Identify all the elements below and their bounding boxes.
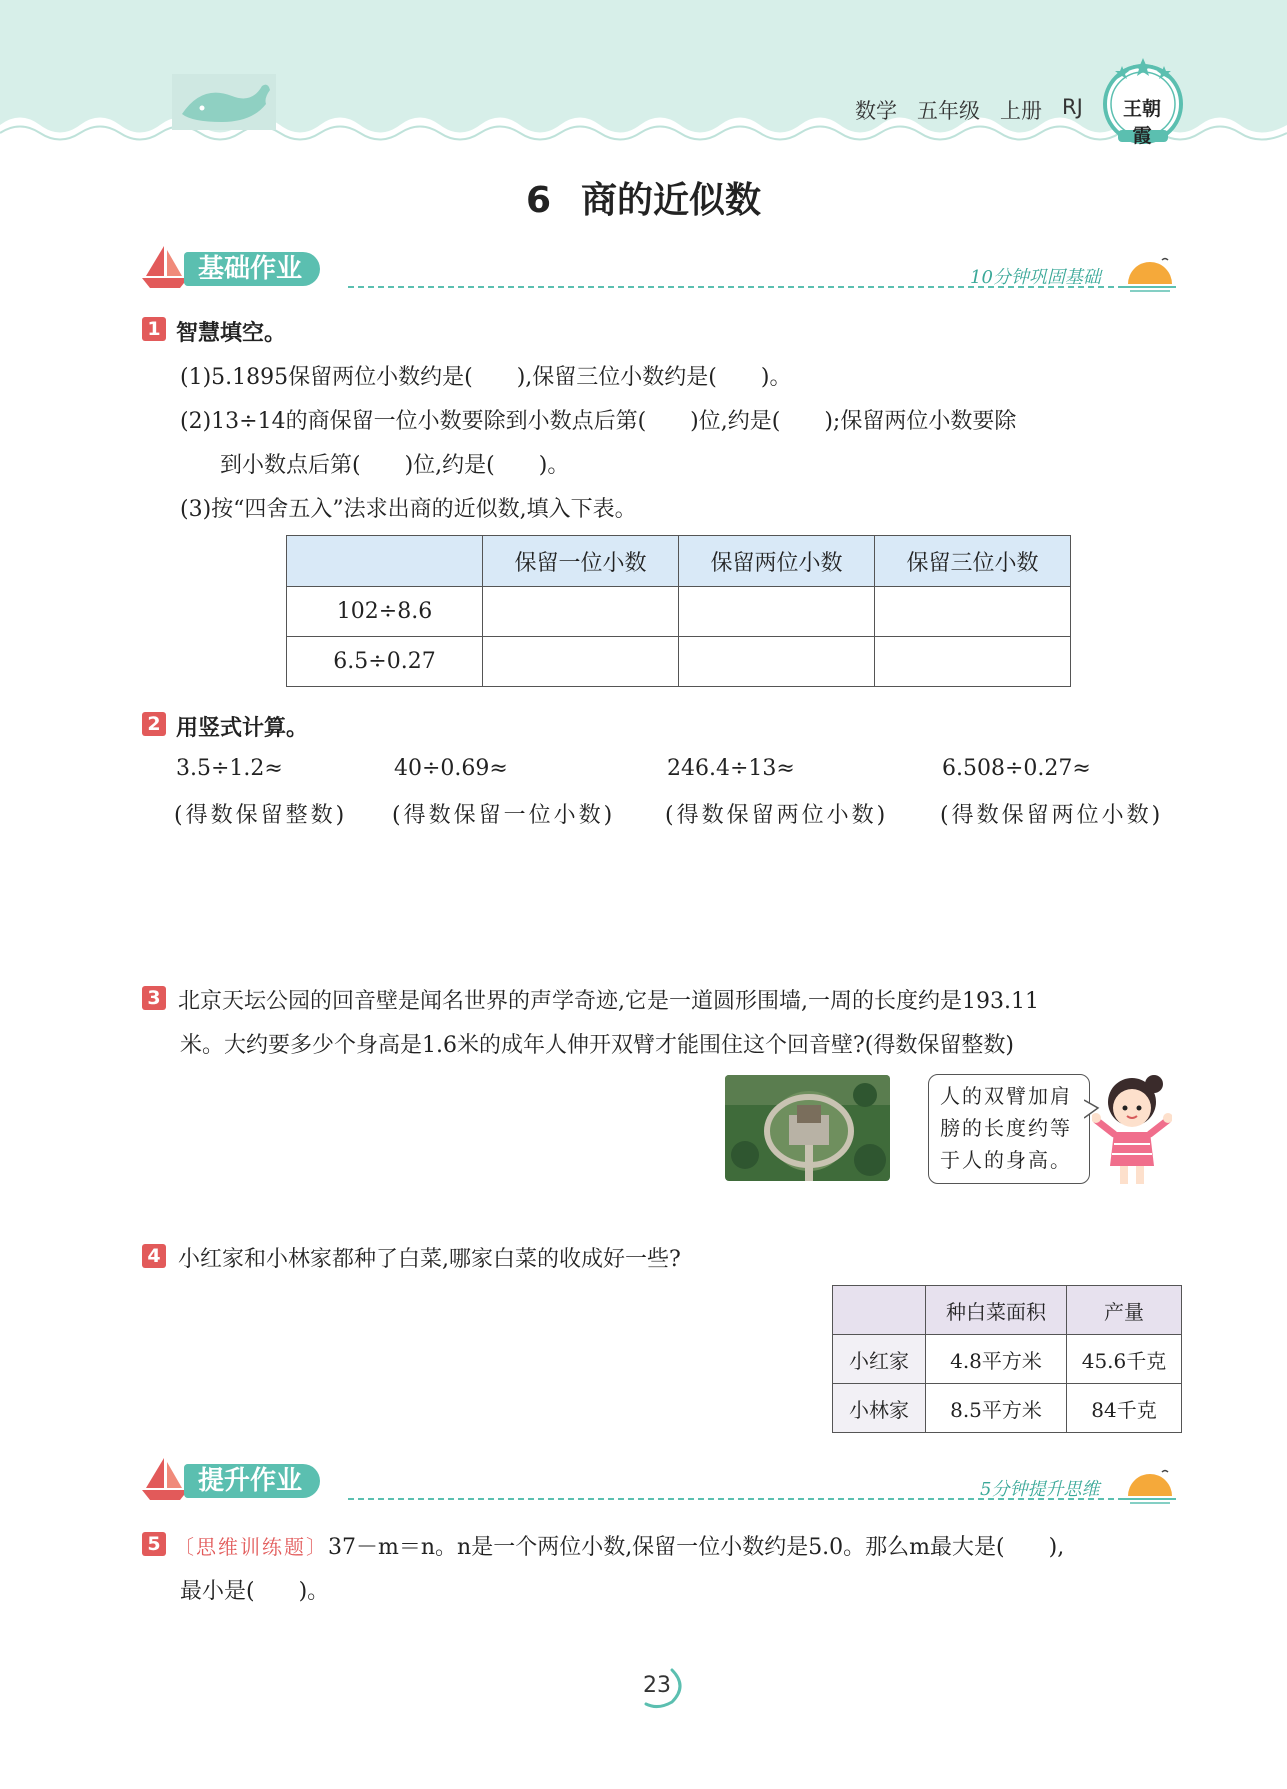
cabbage-harvest-table xyxy=(832,1285,1182,1433)
table-header-cell: 保留三位小数 xyxy=(875,536,1071,587)
calc-note: (得数保留两位小数) xyxy=(665,803,889,828)
question-1-part-2: (2)13÷14的商保留一位小数要除到小数点后第( )位,约是( );保留两位小数要除 xyxy=(180,409,1017,434)
question-5-tag: 〔思维训练题〕 xyxy=(174,1535,328,1559)
sailboat-icon xyxy=(140,1456,190,1502)
calc-note: (得数保留一位小数) xyxy=(392,803,616,828)
answer-cell[interactable] xyxy=(875,587,1071,637)
book-info xyxy=(855,95,1103,125)
whale-icon xyxy=(172,74,276,130)
section-advanced-label: 提升作业 xyxy=(184,1464,320,1498)
bubble-line: 膀的长度约等 xyxy=(940,1116,1072,1140)
section-basic-label: 基础作业 xyxy=(184,252,320,286)
bubble-line: 人的双臂加肩 xyxy=(940,1084,1072,1108)
table-header-cell: 保留两位小数 xyxy=(679,536,875,587)
table-row xyxy=(287,587,1071,637)
table-cell: 45.6千克 xyxy=(1067,1335,1182,1384)
answer-cell[interactable] xyxy=(483,587,679,637)
table-cell: 4.8平方米 xyxy=(926,1335,1067,1384)
question-5-line-1 xyxy=(174,1530,1064,1561)
table-header-row xyxy=(287,536,1071,587)
question-5-text: 37－m＝n。n是一个两位小数,保留一位小数约是5.0。那么m最大是( ), xyxy=(328,1535,1065,1560)
table-row xyxy=(833,1335,1182,1384)
calc-expression: 40÷0.69≈ xyxy=(394,756,508,781)
edition-label: RJ xyxy=(1062,95,1083,119)
answer-cell[interactable] xyxy=(483,637,679,687)
sunset-icon xyxy=(1122,254,1178,294)
calc-expression: 6.508÷0.27≈ xyxy=(942,756,1091,781)
volume-label: 上册 xyxy=(1000,99,1042,123)
question-5-line-2: 最小是( )。 xyxy=(180,1579,330,1604)
table-row-label: 小红家 xyxy=(833,1335,926,1384)
question-2-title: 用竖式计算。 xyxy=(176,716,309,741)
question-number-1: 1 xyxy=(142,317,166,341)
calc-note: (得数保留整数) xyxy=(174,803,348,828)
question-1-part-2-cont: 到小数点后第( )位,约是( )。 xyxy=(220,453,570,478)
echo-wall-photo xyxy=(725,1075,890,1181)
section-basic-tagline: 10分钟巩固基础 xyxy=(970,267,1101,288)
table-header-cell: 种白菜面积 xyxy=(926,1286,1067,1335)
table-row-label: 6.5÷0.27 xyxy=(287,637,483,687)
page-title xyxy=(0,172,1287,223)
table-row xyxy=(833,1384,1182,1433)
grade-label: 五年级 xyxy=(917,99,980,123)
table-header-cell xyxy=(833,1286,926,1335)
question-4-text: 小红家和小林家都种了白菜,哪家白菜的收成好一些? xyxy=(178,1247,681,1272)
brand-name: 王朝霞 xyxy=(1122,98,1161,147)
answer-cell[interactable] xyxy=(875,637,1071,687)
table-cell: 8.5平方米 xyxy=(926,1384,1067,1433)
page-number: 23 xyxy=(643,1673,671,1698)
calc-note: (得数保留两位小数) xyxy=(940,803,1164,828)
table-row-label: 102÷8.6 xyxy=(287,587,483,637)
table-row-label: 小林家 xyxy=(833,1384,926,1433)
sunset-icon xyxy=(1122,1466,1178,1506)
speech-bubble-text xyxy=(940,1080,1090,1176)
girl-character-icon xyxy=(1092,1070,1172,1186)
lesson-title: 商的近似数 xyxy=(581,180,762,221)
calc-expression: 246.4÷13≈ xyxy=(667,756,795,781)
question-number-4: 4 xyxy=(142,1244,166,1268)
table-row xyxy=(287,637,1071,687)
question-3-line-2: 米。大约要多少个身高是1.6米的成年人伸开双臂才能围住这个回音壁?(得数保留整数) xyxy=(180,1033,1014,1058)
calc-expression: 3.5÷1.2≈ xyxy=(176,756,283,781)
table-header-row xyxy=(833,1286,1182,1335)
table-header-cell: 保留一位小数 xyxy=(483,536,679,587)
table-cell: 84千克 xyxy=(1067,1384,1182,1433)
answer-cell[interactable] xyxy=(679,587,875,637)
lesson-number: 6 xyxy=(525,180,552,221)
quotient-approximation-table xyxy=(286,535,1071,687)
sailboat-icon xyxy=(140,244,190,290)
question-1-title: 智慧填空。 xyxy=(176,321,287,346)
question-1-part-3: (3)按“四舍五入”法求出商的近似数,填入下表。 xyxy=(180,497,637,522)
question-1-part-1: (1)5.1895保留两位小数约是( ),保留三位小数约是( )。 xyxy=(180,365,792,390)
question-number-5: 5 xyxy=(142,1532,166,1556)
question-3-line-1: 北京天坛公园的回音壁是闻名世界的声学奇迹,它是一道圆形围墙,一周的长度约是193.11 xyxy=(178,989,1039,1014)
section-advanced-tagline: 5分钟提升思维 xyxy=(980,1479,1100,1500)
subject-label: 数学 xyxy=(855,99,897,123)
table-header-cell xyxy=(287,536,483,587)
table-header-cell: 产量 xyxy=(1067,1286,1182,1335)
question-number-3: 3 xyxy=(142,986,166,1010)
answer-cell[interactable] xyxy=(679,637,875,687)
question-number-2: 2 xyxy=(142,712,166,736)
bubble-line: 于人的身高。 xyxy=(940,1148,1072,1172)
